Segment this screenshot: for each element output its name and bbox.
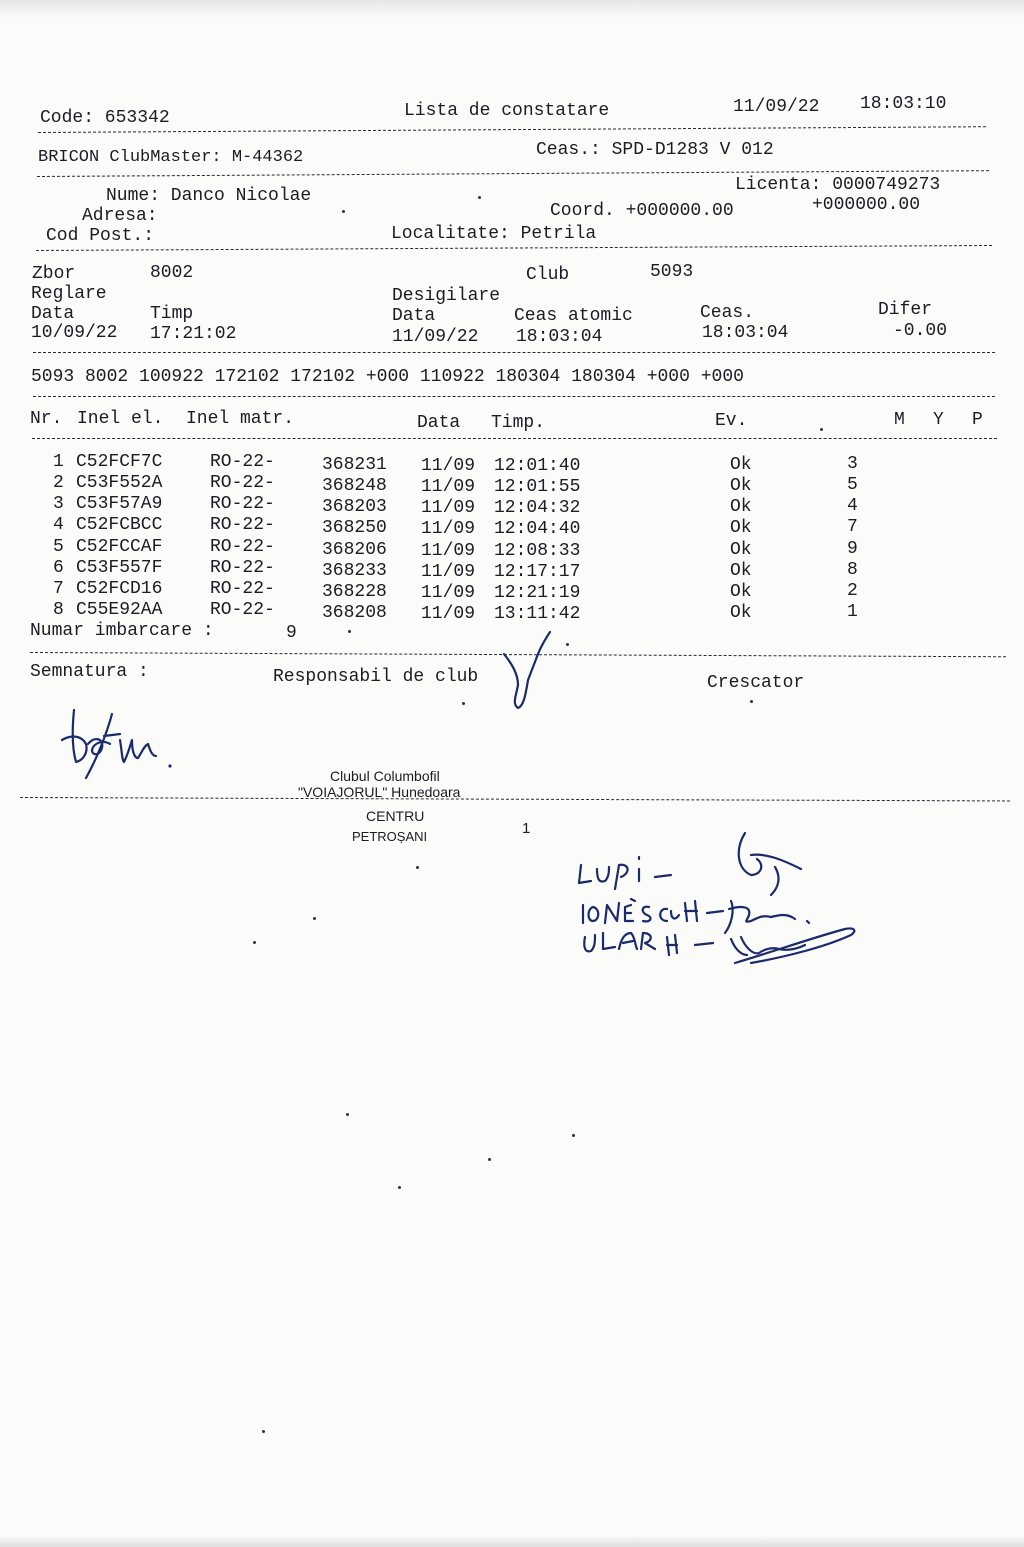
row-m: 4: [847, 496, 858, 516]
row-ring-electronic: C52FCBCC: [76, 515, 163, 535]
owner-name: Nume: Danco Nicolae: [106, 186, 312, 206]
difference-label: Difer: [878, 300, 933, 320]
print-time: 18:03:10: [860, 94, 947, 114]
table-row: [0, 600, 1024, 624]
table-row: [0, 515, 1024, 539]
row-ring-prefix: RO-22-: [210, 515, 275, 535]
speck: [820, 428, 823, 431]
row-ring-prefix: RO-22-: [210, 579, 275, 599]
col-time: Timp.: [491, 413, 546, 433]
setting-time: 17:21:02: [150, 324, 237, 344]
clock-id: Ceas.: SPD-D1283 V 012: [536, 140, 774, 160]
code-label: Code: 653342: [40, 108, 170, 128]
row-event: Ok: [730, 497, 752, 517]
col-nr: Nr.: [30, 409, 63, 429]
clock-time: 18:03:04: [702, 323, 789, 343]
row-time: 12:08:33: [494, 541, 581, 561]
coordinates: Coord. +000000.00: [550, 201, 734, 221]
license: Licenta: 0000749273: [735, 175, 941, 195]
row-event: Ok: [730, 561, 752, 581]
speck: [313, 917, 316, 920]
speck: [572, 1134, 575, 1137]
setting-time-label: Timp: [150, 304, 194, 324]
address-label: Adresa:: [82, 206, 158, 226]
setting-label: Reglare: [31, 284, 107, 304]
coordinates-2: +000000.00: [812, 195, 921, 215]
row-ring-prefix: RO-22-: [210, 452, 275, 472]
divider: [38, 126, 986, 133]
table-row: [0, 537, 1024, 561]
row-date: 11/09: [421, 562, 476, 582]
row-m: 8: [847, 560, 858, 580]
speck: [566, 643, 569, 646]
atomic-clock-time: 18:03:04: [516, 327, 603, 347]
page-top-edge: [0, 0, 1024, 18]
row-date: 11/09: [421, 498, 476, 518]
row-nr: 8: [53, 600, 64, 620]
col-date: Data: [417, 413, 461, 433]
stamp-line-2: "VOIAJORUL" Hunedoara: [298, 784, 461, 800]
row-event: Ok: [730, 455, 752, 475]
row-ring-electronic: C53F557F: [76, 558, 163, 578]
row-ring-number: 368206: [322, 540, 387, 560]
row-ring-number: 368231: [322, 455, 387, 475]
row-ring-electronic: C52FCCAF: [76, 537, 163, 557]
row-time: 12:04:40: [494, 519, 581, 539]
row-time: 12:21:19: [494, 583, 581, 603]
owner-signature: [58, 700, 183, 785]
row-event: Ok: [730, 540, 752, 560]
row-nr: 2: [53, 473, 64, 493]
row-m: 5: [847, 475, 858, 495]
divider: [20, 797, 1010, 801]
row-m: 2: [847, 581, 858, 601]
stamp-line-1: Clubul Columbofil: [330, 768, 440, 784]
row-ring-electronic: C53F57A9: [76, 494, 163, 514]
club-label: Club: [526, 265, 570, 285]
stamp-line-4: PETROȘANI: [352, 829, 428, 844]
row-time: 13:11:42: [494, 604, 581, 624]
divider: [36, 245, 992, 251]
row-event: Ok: [730, 476, 752, 496]
speck: [342, 210, 345, 213]
col-ring-electronic: Inel el.: [77, 409, 164, 429]
table-row: [0, 473, 1024, 497]
speck: [750, 700, 753, 703]
row-event: Ok: [730, 582, 752, 602]
row-time: 12:01:55: [494, 477, 581, 497]
setting-date-label: Data: [31, 304, 75, 324]
row-time: 12:17:17: [494, 562, 581, 582]
row-date: 11/09: [421, 604, 476, 624]
row-ring-number: 368233: [322, 561, 387, 581]
table-row: [0, 558, 1024, 582]
row-ring-prefix: RO-22-: [210, 494, 275, 514]
clock-label: Ceas.: [700, 303, 755, 323]
row-nr: 6: [53, 558, 64, 578]
club-number: 5093: [650, 262, 694, 282]
row-time: 12:04:32: [494, 498, 581, 518]
row-date: 11/09: [421, 519, 476, 539]
unsealing-label: Desigilare: [392, 286, 501, 306]
postal-code-label: Cod Post.:: [46, 226, 155, 246]
speck: [416, 866, 419, 869]
row-ring-prefix: RO-22-: [210, 473, 275, 493]
divider: [33, 352, 995, 353]
col-m: M: [894, 410, 905, 430]
club-responsible-label: Responsabil de club: [273, 667, 479, 687]
row-ring-prefix: RO-22-: [210, 600, 275, 620]
row-event: Ok: [730, 603, 752, 623]
clubmaster-label: BRICON ClubMaster: M-44362: [38, 148, 304, 167]
divider: [32, 438, 997, 439]
atomic-clock-label: Ceas atomic: [514, 306, 633, 326]
speck: [478, 196, 481, 199]
row-m: 7: [847, 517, 858, 537]
boarding-count-label: Numar imbarcare :: [30, 621, 214, 641]
locality: Localitate: Petrila: [391, 224, 597, 244]
stamp-number: 1: [522, 820, 531, 837]
row-ring-number: 368250: [322, 518, 387, 538]
table-row: [0, 579, 1024, 603]
flight-label: Zbor: [32, 264, 76, 284]
row-nr: 3: [53, 494, 64, 514]
boarding-count: 9: [286, 623, 297, 643]
col-y: Y: [933, 410, 944, 430]
speck: [253, 941, 256, 944]
setting-date: 10/09/22: [31, 323, 118, 343]
col-ring-registration: Inel matr.: [186, 409, 295, 429]
row-ring-electronic: C52FCF7C: [76, 452, 163, 472]
speck: [348, 630, 351, 633]
signature-label: Semnatura :: [30, 662, 149, 682]
row-ring-number: 368208: [322, 603, 387, 623]
table-row: [0, 452, 1024, 476]
row-nr: 1: [53, 452, 64, 472]
row-ring-prefix: RO-22-: [210, 558, 275, 578]
document-title: Lista de constatare: [404, 101, 610, 121]
row-date: 11/09: [421, 477, 476, 497]
row-ring-number: 368248: [322, 476, 387, 496]
col-p: P: [972, 410, 983, 430]
row-nr: 4: [53, 515, 64, 535]
print-date: 11/09/22: [733, 97, 820, 117]
row-m: 9: [847, 539, 858, 559]
row-ring-number: 368228: [322, 582, 387, 602]
row-ring-electronic: C52FCD16: [76, 579, 163, 599]
speck: [262, 1430, 265, 1433]
row-m: 1: [847, 602, 858, 622]
unsealing-date-label: Data: [392, 306, 436, 326]
row-date: 11/09: [421, 583, 476, 603]
row-event: Ok: [730, 518, 752, 538]
row-nr: 7: [53, 579, 64, 599]
summary-line: 5093 8002 100922 172102 172102 +000 110922 180304 180304 +000 +000: [31, 367, 744, 387]
responsible-signature: [498, 630, 568, 715]
row-date: 11/09: [421, 456, 476, 476]
col-event: Ev.: [715, 411, 748, 431]
row-ring-prefix: RO-22-: [210, 537, 275, 557]
speck: [398, 1186, 401, 1189]
handwritten-committee-notes: [575, 825, 865, 975]
row-ring-number: 368203: [322, 497, 387, 517]
row-time: 12:01:40: [494, 456, 581, 476]
row-ring-electronic: C55E92AA: [76, 600, 163, 620]
row-m: 3: [847, 454, 858, 474]
flight-number: 8002: [150, 263, 194, 283]
divider: [33, 396, 995, 397]
difference-value: -0.00: [893, 321, 948, 341]
speck: [346, 1113, 349, 1116]
breeder-label: Crescator: [707, 673, 805, 693]
stamp-line-3: CENTRU: [366, 808, 425, 824]
table-row: [0, 494, 1024, 518]
page-bottom-edge: [0, 1535, 1024, 1547]
row-ring-electronic: C53F552A: [76, 473, 163, 493]
speck: [488, 1158, 491, 1161]
row-date: 11/09: [421, 541, 476, 561]
row-nr: 5: [53, 537, 64, 557]
speck: [462, 702, 465, 705]
unsealing-date: 11/09/22: [392, 327, 479, 347]
